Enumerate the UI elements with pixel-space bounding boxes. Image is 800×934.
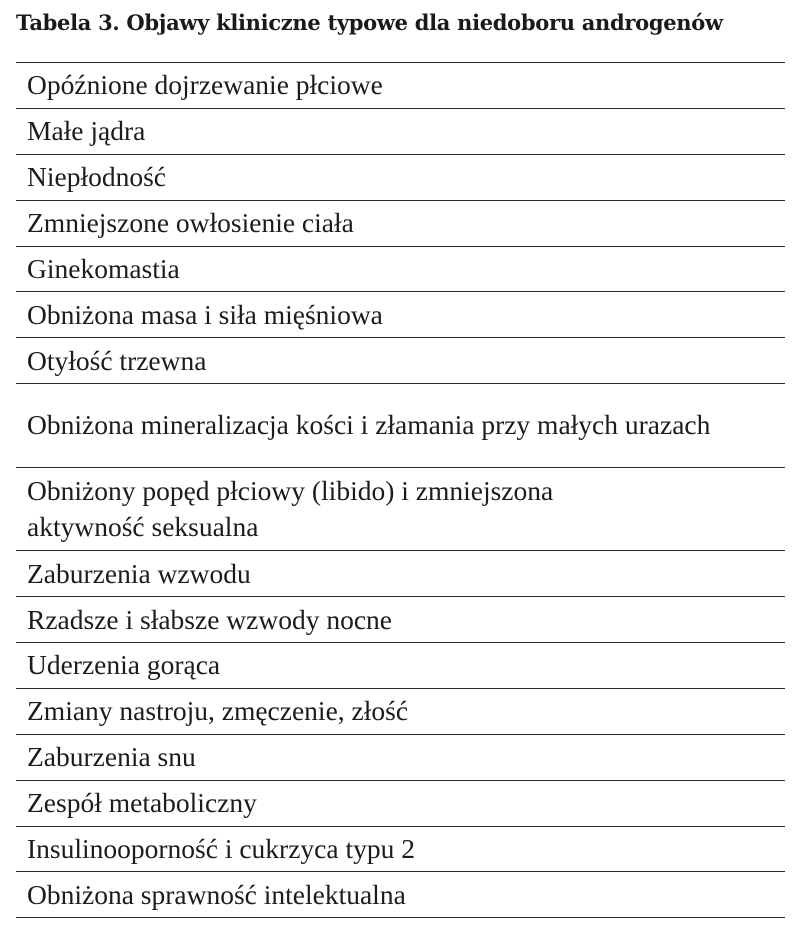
table-cell: Zaburzenia snu [27,741,196,773]
table-cell: Ginekomastia [27,253,180,284]
table-row [16,109,785,155]
table-row [16,338,785,384]
table-cell: Obniżona masa i siła mięśniowa [27,298,383,330]
table-figure [16,8,784,910]
table-cell: Małe jądra [27,115,146,147]
table-cell: Obniżony popęd płciowy (libido) i zmniejszona aktywność seksualna [27,474,554,542]
table-row [16,735,785,781]
table-row [16,292,785,338]
table-cell: Uderzenia gorąca [27,649,221,681]
table-row [16,872,785,918]
table-cell: Otyłość trzewna [27,344,207,376]
table-cell: Zmiany nastroju, zmęczenie, złość [27,695,409,727]
table-cell: Obniżona sprawność intelektualna [27,878,406,910]
table-cell: Rzadsze i słabsze wzwody nocne [27,603,393,635]
table-row [16,155,785,201]
table-cell: Opóźnione dojrzewanie płciowe [27,69,383,101]
table-row [16,643,785,689]
table-cell: Obniżona mineralizacja kości i złamania przy małych urazach [27,409,711,441]
table-row [16,468,785,552]
table-row [16,597,785,643]
table-row [16,63,785,109]
table-row [16,201,785,247]
table-row [16,384,785,468]
table-cell: Zespół metaboliczny [27,787,257,819]
table-row [16,689,785,735]
table-cell: Insulinooporność i cukrzyca typu 2 [27,833,415,865]
table-row [16,827,785,873]
table-cell: Niepłodność [27,161,167,193]
table-caption: Tabela 3. Objawy kliniczne typowe dla niedoboru androgenów [16,10,723,35]
table-row [16,551,785,597]
table-cell: Zmniejszone owłosienie ciała [27,207,354,239]
table-cell: Zaburzenia wzwodu [27,557,251,589]
symptoms-table [16,62,785,918]
table-row [16,781,785,827]
table-row [16,247,785,293]
